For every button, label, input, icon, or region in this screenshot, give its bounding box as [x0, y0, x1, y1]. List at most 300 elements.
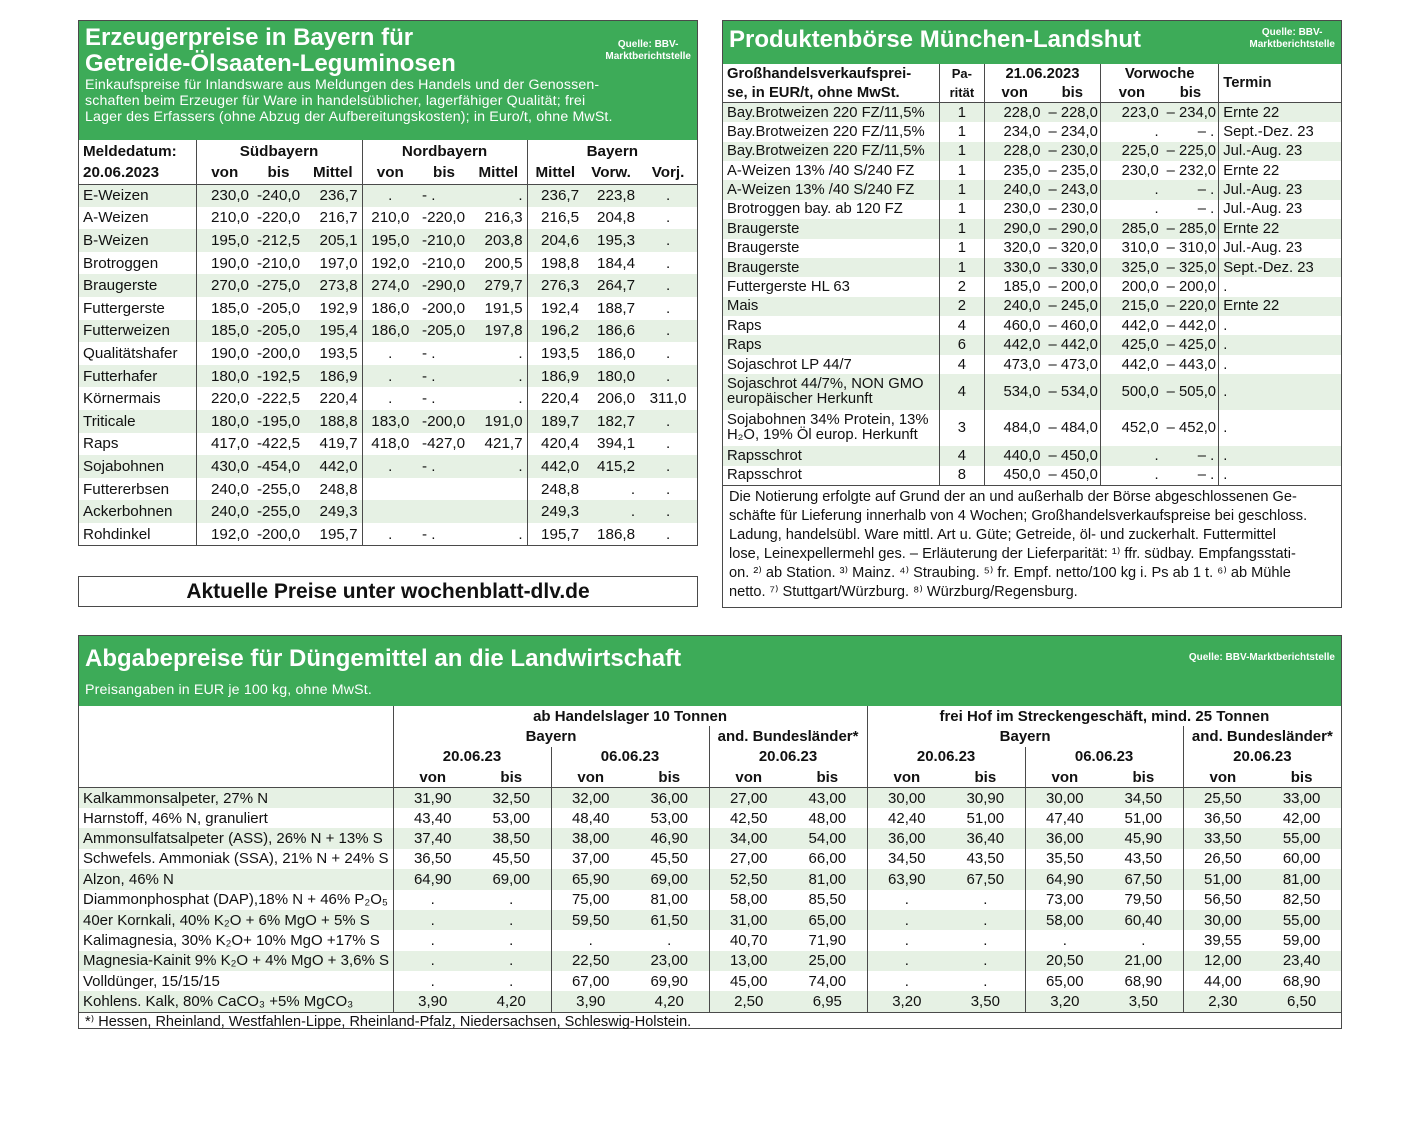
bayern-mittel: 186,9	[527, 365, 583, 388]
table-row	[79, 951, 1341, 971]
duengemittel-title: Abgabepreise für Düngemittel an die Landwirtschaft	[85, 645, 682, 672]
erzeugerpreise-desc-3: Lager des Erfassers (ohne Abzug der Aufbereitungskosten); in Euro/t, ohne MwSt.	[85, 109, 613, 125]
vorwoche-bis: – 225,0	[1166, 143, 1217, 160]
nord-bis	[418, 478, 470, 501]
product-name: Raps	[727, 317, 762, 334]
vorwoche-von: 442,0	[1101, 355, 1163, 374]
meldedatum-label: Meldedatum:	[83, 142, 177, 160]
produktenboerse-header	[723, 21, 1341, 64]
bayern-vorj: .	[665, 435, 671, 453]
price-bis: – 330,0	[1048, 259, 1098, 276]
paritaet: 3	[939, 410, 984, 446]
price-von: 31,90	[393, 788, 472, 808]
table-row	[79, 410, 697, 433]
price-bis: 4,20	[496, 993, 526, 1011]
price-bis: .	[509, 891, 514, 909]
paritaet: 1	[939, 219, 984, 238]
sued-mittel: 273,8	[319, 277, 358, 295]
price-von: 240,0	[984, 297, 1044, 316]
table-row	[79, 991, 1341, 1011]
termin: Sept.-Dez. 23	[1219, 258, 1341, 277]
paritaet: 1	[939, 258, 984, 277]
sued-bis: -212,5	[257, 231, 301, 249]
price-bis: – 243,0	[1048, 182, 1098, 199]
vorwoche-bis: – 425,0	[1166, 337, 1217, 354]
price-bis: – 484,0	[1048, 420, 1098, 437]
price-von: .	[867, 910, 946, 930]
von-header: von	[867, 767, 946, 787]
boerse-bis-header: bis	[1061, 84, 1083, 101]
bis-header: bis	[974, 768, 997, 786]
price-bis: – 534,0	[1048, 384, 1098, 401]
product-name: Rohdinkel	[83, 525, 151, 543]
paritaet: 1	[939, 161, 984, 180]
boerse-col1-header-l2: se, in EUR/t, ohne MwSt.	[727, 84, 900, 101]
price-bis: 60,40	[1124, 911, 1163, 929]
nord-mittel: .	[518, 367, 523, 385]
product-name-cell	[723, 374, 939, 410]
price-bis: – 228,0	[1048, 104, 1098, 121]
bayern-vorj: .	[665, 480, 671, 498]
product-name: Qualitätshafer	[83, 344, 178, 362]
vorwoche-bis: – 310,0	[1166, 240, 1217, 257]
nord-von: .	[362, 387, 418, 410]
table-row	[79, 365, 697, 388]
price-von: .	[393, 910, 472, 930]
vorwoche-bis: – .	[1197, 201, 1215, 218]
von-header: von	[1025, 767, 1104, 787]
paritaet: 4	[939, 446, 984, 465]
nord-bis: - .	[422, 344, 436, 362]
price-bis: 53,00	[650, 809, 689, 827]
nord-mittel-header: Mittel	[478, 164, 519, 182]
table-row	[79, 433, 697, 456]
bayern-header: Bayern	[527, 140, 697, 162]
date-header: 20.06.23	[709, 747, 867, 767]
nord-bis: - .	[422, 187, 436, 205]
vorwoche-von: .	[1101, 466, 1163, 485]
sued-von: 180,0	[196, 410, 253, 433]
fertilizer-name: Alzon, 46% N	[83, 870, 174, 888]
price-von: 234,0	[984, 122, 1044, 141]
erzeugerpreise-table	[79, 140, 697, 546]
price-bis: 23,00	[650, 952, 689, 970]
product-name: Braugerste	[83, 277, 158, 295]
product-name: Futtergerste HL 63	[727, 278, 850, 295]
boerse-paritaet-header-l2: rität	[939, 83, 984, 102]
bayern-mittel: 220,4	[527, 387, 583, 410]
price-von: 34,00	[709, 828, 788, 848]
table-row	[723, 466, 1341, 485]
product-name-cell	[723, 446, 939, 465]
bayern-vorw: 223,8	[597, 187, 636, 205]
price-von: 37,00	[551, 849, 630, 869]
bayern-vorw: 206,0	[597, 390, 636, 408]
duengemittel-header	[79, 636, 1341, 706]
price-bis: .	[509, 952, 514, 970]
sued-bis: -220,0	[257, 209, 301, 227]
price-bis: 81,00	[650, 891, 689, 909]
sued-mittel: 249,3	[319, 503, 358, 521]
price-bis: 34,50	[1124, 789, 1163, 807]
price-bis: 68,90	[1282, 972, 1321, 990]
sued-bis: -195,0	[257, 412, 301, 430]
termin: .	[1219, 446, 1341, 465]
nord-bis: -427,0	[422, 435, 466, 453]
duengemittel-desc: Preisangaben in EUR je 100 kg, ohne MwSt.	[85, 682, 372, 698]
price-bis: 6,50	[1287, 993, 1317, 1011]
table-row	[79, 478, 697, 501]
product-name: B-Weizen	[83, 231, 149, 249]
product-name-cell	[723, 335, 939, 354]
bayern-vorw: 264,7	[597, 277, 636, 295]
product-name: Körnermais	[83, 390, 161, 408]
price-bis: .	[509, 972, 514, 990]
price-bis: 38,50	[492, 830, 531, 848]
price-von: 27,00	[709, 788, 788, 808]
table-row	[723, 335, 1341, 354]
bayern-vorj: .	[665, 187, 671, 205]
product-name: Futtererbsen	[83, 480, 170, 498]
sued-mittel: 442,0	[319, 457, 358, 475]
table-row	[79, 869, 1341, 889]
nord-mittel: .	[518, 187, 523, 205]
price-von: 450,0	[984, 466, 1044, 485]
bayern-mittel: 276,3	[527, 274, 583, 297]
suedbayern-header: Südbayern	[196, 140, 362, 162]
price-bis: .	[983, 931, 988, 949]
price-von: 484,0	[984, 410, 1044, 446]
vorwoche-bis: – 443,0	[1166, 356, 1217, 373]
handelslager-header: ab Handelslager 10 Tonnen	[393, 706, 867, 726]
price-bis: 51,00	[966, 809, 1005, 827]
price-von: 58,00	[1025, 910, 1104, 930]
product-name-line2: europäischer Herkunft	[727, 391, 873, 408]
price-bis: – 235,0	[1048, 162, 1098, 179]
nord-von: .	[362, 523, 418, 546]
sued-mittel: 236,7	[319, 187, 358, 205]
table-row	[79, 971, 1341, 991]
price-bis: 85,50	[808, 891, 847, 909]
paritaet: 2	[939, 277, 984, 296]
price-bis: 33,00	[1282, 789, 1321, 807]
vorwoche-von: 215,0	[1101, 297, 1163, 316]
sued-von: 240,0	[196, 500, 253, 523]
price-von: 65,90	[551, 869, 630, 889]
date-header: 20.06.23	[393, 747, 551, 767]
meldedatum-value: 20.06.2023	[83, 164, 160, 182]
vorwoche-von: 442,0	[1101, 316, 1163, 335]
vorwoche-bis: – .	[1197, 467, 1215, 484]
sued-mittel-header: Mittel	[312, 164, 353, 182]
price-bis: 55,00	[1282, 911, 1321, 929]
product-name-cell	[723, 200, 939, 219]
table-row	[79, 207, 697, 230]
duengemittel-body	[79, 788, 1341, 1012]
price-von: 42,50	[709, 808, 788, 828]
nord-von: .	[362, 184, 418, 207]
table-row	[723, 355, 1341, 374]
bayern-mittel-header: Mittel	[527, 162, 583, 184]
product-name-cell	[723, 180, 939, 199]
price-bis: 3,50	[970, 993, 1000, 1011]
bayern-mittel: 216,5	[527, 207, 583, 230]
duengemittel-table	[79, 706, 1341, 1012]
price-bis: 67,50	[966, 870, 1005, 888]
price-von: 59,50	[551, 910, 630, 930]
product-name-cell	[723, 161, 939, 180]
table-row	[723, 200, 1341, 219]
date-header: 20.06.23	[867, 747, 1025, 767]
bayern-mittel: 193,5	[527, 342, 583, 365]
bayern-vorj: .	[665, 457, 671, 475]
price-bis: 43,50	[966, 850, 1005, 868]
duengemittel-footnote: *⁾ Hessen, Rheinland, Westfahlen-Lippe, Rheinland-Pfalz, Niedersachsen, Schleswig-Holstein.	[79, 1012, 1341, 1031]
table-row	[79, 890, 1341, 910]
nord-von: .	[362, 342, 418, 365]
bayern-vorj: .	[665, 231, 671, 249]
paritaet: 1	[939, 142, 984, 161]
nord-mittel: 191,5	[484, 299, 523, 317]
product-name: A-Weizen	[83, 209, 149, 227]
termin: .	[1219, 410, 1341, 446]
sued-von: 230,0	[196, 184, 253, 207]
table-row	[723, 239, 1341, 258]
product-name-cell	[723, 277, 939, 296]
price-von: 48,40	[551, 808, 630, 828]
price-bis: 45,90	[1124, 830, 1163, 848]
fertilizer-name: Kalimagnesia, 30% K₂O+ 10% MgO +17% S	[83, 931, 380, 949]
sued-bis: -205,0	[257, 299, 301, 317]
fertilizer-name: Magnesia-Kainit 9% K₂O + 4% MgO + 3,6% S	[83, 952, 389, 970]
price-von: 3,20	[1025, 991, 1104, 1011]
product-name-cell	[723, 466, 939, 485]
date-header: 20.06.23	[1183, 747, 1341, 767]
nord-mittel: 279,7	[484, 277, 523, 295]
nord-bis: -210,0	[422, 254, 466, 272]
product-name: Bay.Brotweizen 220 FZ/11,5%	[727, 104, 925, 121]
price-bis: 30,90	[966, 789, 1005, 807]
price-von: 22,50	[551, 951, 630, 971]
table-row	[723, 410, 1341, 446]
nord-mittel: .	[518, 457, 523, 475]
sued-bis: -422,5	[257, 435, 301, 453]
price-bis: – 442,0	[1048, 337, 1098, 354]
von-bis-header-row	[79, 767, 1341, 787]
produktenboerse-title: Produktenbörse München-Landshut	[729, 26, 1142, 53]
price-bis: 66,00	[808, 850, 847, 868]
price-bis: 46,90	[650, 830, 689, 848]
sued-mittel: 186,9	[319, 367, 358, 385]
price-bis: .	[983, 891, 988, 909]
product-name-cell	[723, 219, 939, 238]
price-bis: 61,50	[650, 911, 689, 929]
termin: .	[1219, 466, 1341, 485]
price-von: 330,0	[984, 258, 1044, 277]
price-von: 31,00	[709, 910, 788, 930]
price-bis: 4,20	[654, 993, 684, 1011]
price-von: 51,00	[1183, 869, 1262, 889]
price-von: 30,00	[1025, 788, 1104, 808]
vorwoche-von: .	[1101, 180, 1163, 199]
erzeugerpreise-body	[79, 184, 697, 546]
product-name: Rapsschrot	[727, 447, 802, 464]
frei-hof-and-header: and. Bundesländer*	[1183, 726, 1341, 746]
nord-bis: - .	[422, 525, 436, 543]
table-row	[79, 342, 697, 365]
nord-von	[362, 478, 418, 501]
nord-mittel: .	[518, 525, 523, 543]
produktenboerse-source: Quelle: BBV- Marktberichtstelle	[1249, 27, 1335, 50]
price-von: 26,50	[1183, 849, 1262, 869]
boerse-note-line: Ladung, handelsübl. Ware mittl. Art u. Güte; Getreide, öl- und zuckerhalt. Futtermittel	[729, 527, 1276, 544]
bayern-mittel: 236,7	[527, 184, 583, 207]
vorwoche-bis: – .	[1197, 182, 1215, 199]
vorwoche-bis: – 220,0	[1166, 298, 1217, 315]
aktuelle-preise-link[interactable]: Aktuelle Preise unter wochenblatt-dlv.de	[78, 576, 698, 607]
boerse-note-line: lose, Leinexpellermehl ges. – Erläuterung der Lieferparität: ¹⁾ ffr. südbay. Empfangsstati-	[729, 546, 1296, 563]
price-bis: .	[1141, 931, 1146, 949]
bayern-vorw: .	[630, 503, 636, 521]
bayern-vorj: .	[665, 503, 671, 521]
product-name: Sojabohnen 34% Protein, 13%	[727, 412, 929, 429]
price-von: 2,30	[1183, 991, 1262, 1011]
bayern-vorj-header: Vorj.	[651, 164, 685, 182]
bayern-vorj: .	[665, 322, 671, 340]
nord-bis: -200,0	[422, 412, 466, 430]
sued-von: 430,0	[196, 455, 253, 478]
fertilizer-name: Diammonphosphat (DAP),18% N + 46% P₂O₅	[83, 891, 388, 909]
price-von: 534,0	[984, 374, 1044, 410]
price-bis: 51,00	[1124, 809, 1163, 827]
termin: .	[1219, 335, 1341, 354]
boerse-vw-von-header: von	[1101, 83, 1163, 102]
nordbayern-header: Nordbayern	[362, 140, 527, 162]
vorwoche-bis: – 442,0	[1166, 317, 1217, 334]
erzeugerpreise-panel	[78, 20, 698, 546]
termin: Ernte 22	[1219, 161, 1341, 180]
price-bis: 69,00	[650, 870, 689, 888]
table-row	[79, 523, 697, 546]
price-bis: .	[983, 972, 988, 990]
price-bis: .	[509, 931, 514, 949]
price-bis: 53,00	[492, 809, 531, 827]
termin: .	[1219, 277, 1341, 296]
vorwoche-bis: – 505,0	[1166, 384, 1217, 401]
sued-bis: -255,0	[257, 480, 301, 498]
price-von: 38,00	[551, 828, 630, 848]
nord-von	[362, 500, 418, 523]
table-row	[723, 219, 1341, 238]
price-von: 3,90	[393, 991, 472, 1011]
price-bis: .	[509, 911, 514, 929]
termin: Ernte 22	[1219, 103, 1341, 122]
sued-von: 210,0	[196, 207, 253, 230]
date-header: 06.06.23	[551, 747, 709, 767]
fertilizer-name: 40er Kornkali, 40% K₂O + 6% MgO + 5% S	[83, 911, 370, 929]
termin: Jul.-Aug. 23	[1219, 142, 1341, 161]
bayern-vorw: 186,0	[597, 344, 636, 362]
product-name-line2: H₂O, 19% Öl europ. Herkunft	[727, 427, 918, 444]
price-von: 442,0	[984, 335, 1044, 354]
price-von: .	[393, 951, 472, 971]
price-von: 20,50	[1025, 951, 1104, 971]
sued-bis: -222,5	[257, 390, 301, 408]
price-von: 228,0	[984, 103, 1044, 122]
price-von: 228,0	[984, 142, 1044, 161]
produktenboerse-body	[723, 103, 1341, 485]
termin: Jul.-Aug. 23	[1219, 239, 1341, 258]
duengemittel-source: Quelle: BBV-Marktberichtstelle	[1188, 652, 1335, 663]
fertilizer-name: Volldünger, 15/15/15	[83, 972, 220, 990]
price-von: 3,90	[551, 991, 630, 1011]
price-bis: 43,00	[808, 789, 847, 807]
vorwoche-von: .	[1101, 446, 1163, 465]
bayern-vorj: .	[665, 299, 671, 317]
table-row	[79, 184, 697, 207]
bayern-mittel: 192,4	[527, 297, 583, 320]
product-name: Bay.Brotweizen 220 FZ/11,5%	[727, 123, 925, 140]
paritaet: 8	[939, 466, 984, 485]
vorwoche-bis: – 452,0	[1166, 420, 1217, 437]
product-name: Ackerbohnen	[83, 503, 173, 521]
product-name-cell	[723, 297, 939, 316]
price-von: 36,50	[393, 849, 472, 869]
sued-von: 192,0	[196, 523, 253, 546]
price-von: 440,0	[984, 446, 1044, 465]
price-von: 185,0	[984, 277, 1044, 296]
product-name: A-Weizen 13% /40 S/240 FZ	[727, 182, 915, 199]
price-bis: 36,40	[966, 830, 1005, 848]
sued-mittel: 195,7	[319, 525, 358, 543]
boerse-note-line: Die Notierung erfolgte auf Grund der an und außerhalb der Börse abgeschlossenen Ge-	[729, 489, 1297, 506]
price-bis: 54,00	[808, 830, 847, 848]
produktenboerse-table	[723, 64, 1341, 485]
vorwoche-von: .	[1101, 122, 1163, 141]
vorwoche-bis: – 232,0	[1166, 162, 1217, 179]
sued-mittel: 195,4	[319, 322, 358, 340]
product-name-cell	[723, 122, 939, 141]
price-von: .	[867, 890, 946, 910]
price-von: 35,50	[1025, 849, 1104, 869]
von-header: von	[709, 767, 788, 787]
product-name: Sojaschrot 44/7%, NON GMO	[727, 376, 924, 393]
price-von: .	[1025, 930, 1104, 950]
bayern-vorw: 182,7	[597, 412, 636, 430]
bayern-vorj: 311,0	[649, 390, 687, 408]
price-von: .	[551, 930, 630, 950]
price-von: 473,0	[984, 355, 1044, 374]
vorwoche-von: 285,0	[1101, 219, 1163, 238]
table-row	[723, 277, 1341, 296]
price-von: 13,00	[709, 951, 788, 971]
bayern-vorj: .	[665, 209, 671, 227]
bis-header: bis	[816, 768, 839, 786]
table-row	[79, 930, 1341, 950]
sued-bis: -200,0	[257, 525, 301, 543]
price-bis: 60,00	[1282, 850, 1321, 868]
product-name: Braugerste	[727, 259, 800, 276]
paritaet: 4	[939, 355, 984, 374]
termin: Sept.-Dez. 23	[1219, 122, 1341, 141]
sued-von: 195,0	[196, 229, 253, 252]
price-von: 25,50	[1183, 788, 1262, 808]
price-von: 36,00	[1025, 828, 1104, 848]
nord-bis-header: bis	[433, 164, 455, 182]
nord-mittel: 203,8	[484, 231, 523, 249]
price-von: 320,0	[984, 239, 1044, 258]
table-row	[723, 258, 1341, 277]
